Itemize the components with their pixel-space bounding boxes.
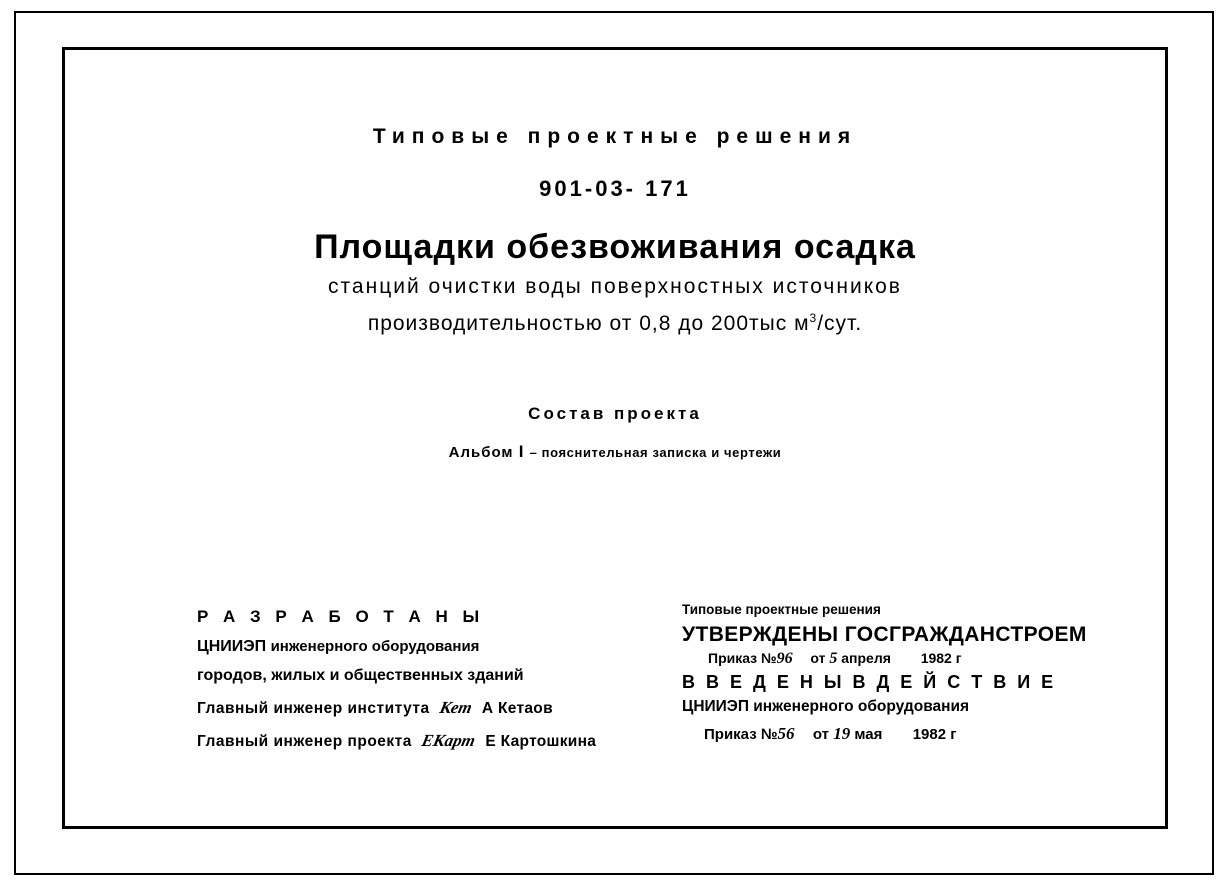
enacting-organization-detail: инженерного оборудования <box>753 698 970 715</box>
album-prefix: Альбом <box>448 444 514 461</box>
signature-area <box>62 602 1168 807</box>
approval-block <box>682 601 1112 744</box>
header-line: Типовые проектные решения <box>372 125 858 148</box>
order-2-label: Приказ № <box>704 726 778 743</box>
subtitle-line-2-suffix: /сут. <box>817 312 863 335</box>
approval-caption: Типовые проектные решения <box>682 602 881 617</box>
album-description: – пояснительная записка и чертежи <box>529 445 782 460</box>
chief-engineer-institute-name: А Кетаов <box>481 700 553 717</box>
subtitle-line-1: станций очистки воды поверхностных источников <box>328 275 902 298</box>
order-2-month: мая <box>854 726 883 743</box>
developed-by-label: Р А З Р А Б О Т А Н Ы <box>197 607 485 626</box>
organization-line-1 <box>197 638 667 656</box>
order-2-from: от <box>812 726 830 743</box>
album-line <box>62 442 1168 462</box>
title-block <box>62 47 1168 462</box>
signature-row-chief-engineer-institute <box>197 698 667 718</box>
approval-line-5 <box>682 698 1112 716</box>
composition-label: Состав проекта <box>528 404 702 423</box>
enacting-organization-abbrev: ЦНИИЭП <box>682 698 749 715</box>
signature-mark-institute: Кет <box>438 698 474 717</box>
organization-line-2: городов, жилых и общественных зданий <box>197 667 524 684</box>
order-2-number: 56 <box>777 724 795 743</box>
organization-detail: инженерного оборудования <box>270 638 480 655</box>
order-1-number: 96 <box>776 650 793 667</box>
order-2-day: 19 <box>833 724 851 743</box>
subtitle-line-2 <box>62 311 1168 336</box>
approval-order-2 <box>682 724 1112 744</box>
order-1-year: 1982 г <box>920 650 962 666</box>
approval-authority: УТВЕРЖДЕНЫ ГОСГРАЖДАНСТРОЕМ <box>682 623 1087 646</box>
signature-mark-project: ЕКарт <box>420 731 478 750</box>
signature-row-chief-engineer-project <box>197 731 667 751</box>
album-number: I <box>518 442 525 461</box>
subtitle-line-2-prefix: производительностью от 0,8 до 200тыс м <box>367 312 810 335</box>
approval-enacted-label: В В Е Д Е Н Ы В Д Е Й С Т В И Е <box>682 672 1057 692</box>
order-1-from: от <box>810 650 826 666</box>
approval-line-1 <box>682 601 1112 618</box>
page-title: Площадки обезвоживания осадка <box>314 228 916 266</box>
order-1-day: 5 <box>829 650 838 667</box>
order-1-label: Приказ № <box>708 650 777 666</box>
order-1-month: апреля <box>841 650 891 666</box>
subtitle-line-2-superscript: 3 <box>809 311 818 325</box>
chief-engineer-project-name: Е Картошкина <box>485 733 597 750</box>
sheet-content <box>62 47 1168 829</box>
chief-engineer-project-role: Главный инженер проекта <box>197 733 412 750</box>
developed-by-block <box>197 607 667 751</box>
organization-abbrev: ЦНИИЭП <box>197 638 267 655</box>
chief-engineer-institute-role: Главный инженер института <box>197 700 430 717</box>
order-2-year: 1982 г <box>912 726 957 743</box>
project-code: 901-03- 171 <box>539 176 691 201</box>
approval-order-1 <box>682 650 1112 668</box>
